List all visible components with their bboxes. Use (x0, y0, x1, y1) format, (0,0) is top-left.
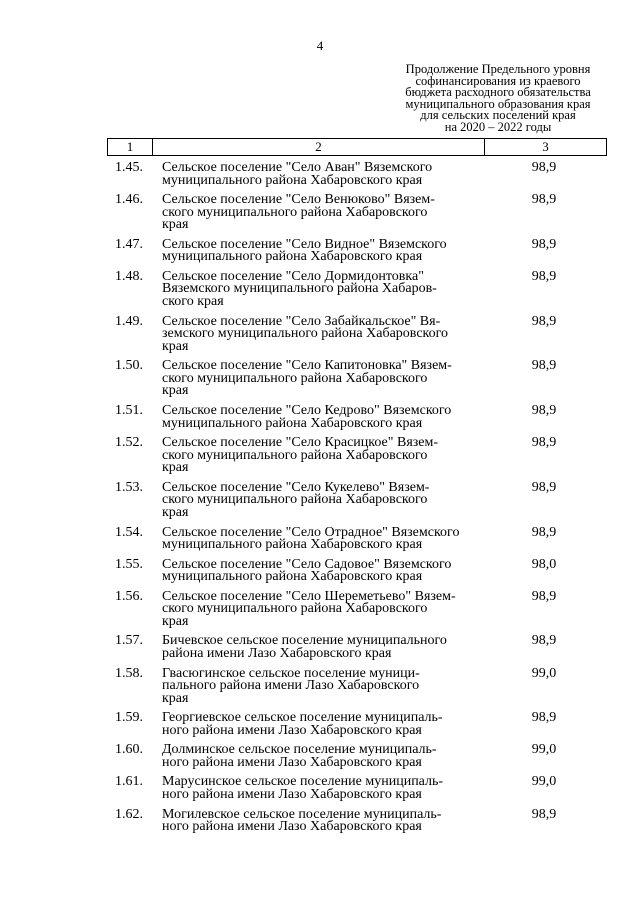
row-value: 98,9 (531, 192, 557, 208)
row-name (162, 556, 482, 585)
row-name-line: Вяземского муниципального района Хабаров- (162, 281, 437, 297)
row-name-line: края (162, 383, 189, 399)
row-name-line: ного района имени Лазо Хабаровского края (162, 722, 422, 738)
row-name-line: муниципального района Хабаровского края (162, 537, 423, 553)
row-value: 99,0 (531, 742, 557, 758)
row-name (162, 437, 482, 475)
row-value: 98,9 (531, 403, 557, 418)
row-number: 1.57. (115, 633, 143, 649)
row-name-line: Сельское поселение "Село Кедрово" Вяземского (162, 403, 452, 418)
row-value: 98,9 (531, 268, 557, 284)
row-value: 98,9 (531, 358, 557, 374)
table-header (107, 138, 607, 156)
continuation-line: бюджета расходного обязательства (405, 85, 591, 99)
row-name (162, 588, 482, 629)
row-name-line: Марусинское сельское поселение муниципаль- (162, 774, 444, 790)
row-name (162, 524, 482, 553)
row-value: 98,9 (531, 160, 557, 175)
row-value: 98,9 (531, 524, 557, 540)
row-name-line: края (162, 613, 189, 629)
row-name (162, 744, 482, 769)
row-name-line: Бичевское сельское поселение муниципального (162, 633, 447, 649)
row-name-line: ского муниципального района Хабаровского (162, 601, 428, 617)
row-value: 98,9 (531, 479, 557, 495)
row-name (162, 776, 482, 801)
row-number: 1.47. (115, 236, 143, 252)
row-name-line: земского муниципального района Хабаровского (162, 326, 449, 342)
row-number: 1.45. (115, 160, 143, 175)
row-name-line: Сельское поселение "Село Садовое" Вяземского (162, 556, 452, 572)
row-number: 1.48. (115, 268, 143, 284)
row-name-line: края (162, 338, 189, 354)
row-name (162, 236, 482, 265)
row-name-line: муниципального района Хабаровского края (162, 249, 423, 265)
row-name-line: ского муниципального района Хабаровского (162, 447, 428, 463)
row-value: 99,0 (531, 774, 557, 790)
row-name-line: ного района имени Лазо Хабаровского края (162, 786, 422, 802)
row-name-line: Сельское поселение "Село Забайкальское" Вя- (162, 313, 441, 329)
continuation-line: Продолжение Предельного уровня (405, 62, 591, 76)
row-number: 1.60. (115, 742, 143, 758)
row-number: 1.55. (115, 556, 143, 572)
row-name-line: ского муниципального района Хабаровского (162, 492, 428, 508)
row-name-line: Сельское поселение "Село Аван" Вяземского (162, 160, 433, 175)
row-name-line: Могилевское сельское поселение муниципаль- (162, 806, 442, 822)
row-name-line: района имени Лазо Хабаровского края (162, 645, 392, 661)
row-number: 1.54. (115, 524, 143, 540)
row-number: 1.49. (115, 313, 143, 329)
row-name-line: Сельское поселение "Село Венюково" Вязем- (162, 192, 435, 208)
row-name-line: Долминское сельское поселение муниципаль- (162, 742, 437, 758)
row-number: 1.62. (115, 806, 143, 822)
row-name-line: муниципального района Хабаровского края (162, 415, 423, 431)
row-number: 1.59. (115, 710, 143, 726)
row-name (162, 405, 482, 430)
header-cell-number: 1 (108, 139, 153, 155)
row-name-line: Сельское поселение "Село Видное" Вяземского (162, 236, 447, 252)
header-cell-value: 3 (542, 139, 549, 154)
row-name-line: ского муниципального района Хабаровского (162, 370, 428, 386)
row-name (162, 268, 482, 310)
row-name (162, 313, 482, 354)
continuation-line: на 2020 – 2022 годы (444, 119, 552, 134)
row-name (162, 806, 482, 835)
row-name-line: Сельское поселение "Село Кукелево" Вязем- (162, 479, 430, 495)
row-value: 98,9 (531, 806, 557, 822)
row-number: 1.52. (115, 435, 143, 451)
row-name-line: края (162, 504, 189, 520)
row-number: 1.46. (115, 192, 143, 208)
row-name (162, 712, 482, 737)
row-name-line: пального района имени Лазо Хабаровского (162, 678, 420, 694)
row-value: 98,9 (531, 633, 557, 649)
row-name-line: Сельское поселение "Село Капитоновка" Вязем- (162, 358, 452, 374)
row-number: 1.53. (115, 479, 143, 495)
row-value: 98,9 (531, 435, 557, 451)
row-name-line: Георгиевское сельское поселение муниципаль- (162, 710, 443, 726)
row-name-line: Гвасюгинское сельское поселение муници- (162, 665, 420, 681)
row-name-line: края (162, 690, 189, 706)
row-name-line: муниципального района Хабаровского края (162, 172, 423, 188)
continuation-line: софинансирования из краевого (415, 73, 581, 88)
row-name-line: Сельское поселение "Село Шереметьево" Вязем- (162, 588, 456, 604)
row-number: 1.56. (115, 588, 143, 604)
row-number: 1.61. (115, 774, 143, 790)
row-number: 1.50. (115, 358, 143, 374)
row-value: 98,9 (531, 588, 557, 604)
row-name-line: Сельское поселение "Село Отрадное" Вяземского (162, 524, 460, 540)
row-number: 1.58. (115, 665, 143, 681)
row-value: 98,9 (531, 313, 557, 329)
continuation-line: муниципального образования края (405, 96, 591, 111)
row-name (162, 665, 482, 706)
row-number: 1.51. (115, 403, 143, 418)
row-name (162, 162, 482, 187)
row-name (162, 479, 482, 520)
row-name-line: Сельское поселение "Село Дормидонтовка" (162, 268, 424, 284)
row-name-line: ного района имени Лазо Хабаровского края (162, 819, 422, 835)
continuation-heading (393, 64, 603, 133)
row-name (162, 635, 482, 660)
row-name (162, 360, 482, 398)
row-name-line: ного района имени Лазо Хабаровского края (162, 754, 422, 770)
row-name-line: края (162, 460, 189, 476)
row-name-line: Сельское поселение "Село Красицкое" Вязем- (162, 435, 439, 451)
row-value: 98,9 (531, 236, 557, 252)
page-number: 4 (316, 38, 324, 53)
continuation-line: для сельских поселений края (420, 108, 576, 122)
row-name-line: ского края (162, 294, 224, 310)
row-value: 99,0 (531, 665, 557, 681)
row-value: 98,9 (531, 710, 557, 726)
row-value: 98,0 (531, 556, 557, 572)
row-name (162, 194, 482, 232)
row-name-line: ского муниципального района Хабаровского (162, 204, 428, 220)
header-cell-name: 2 (153, 139, 485, 155)
row-name-line: края (162, 217, 189, 233)
row-name-line: муниципального района Хабаровского края (162, 569, 423, 585)
